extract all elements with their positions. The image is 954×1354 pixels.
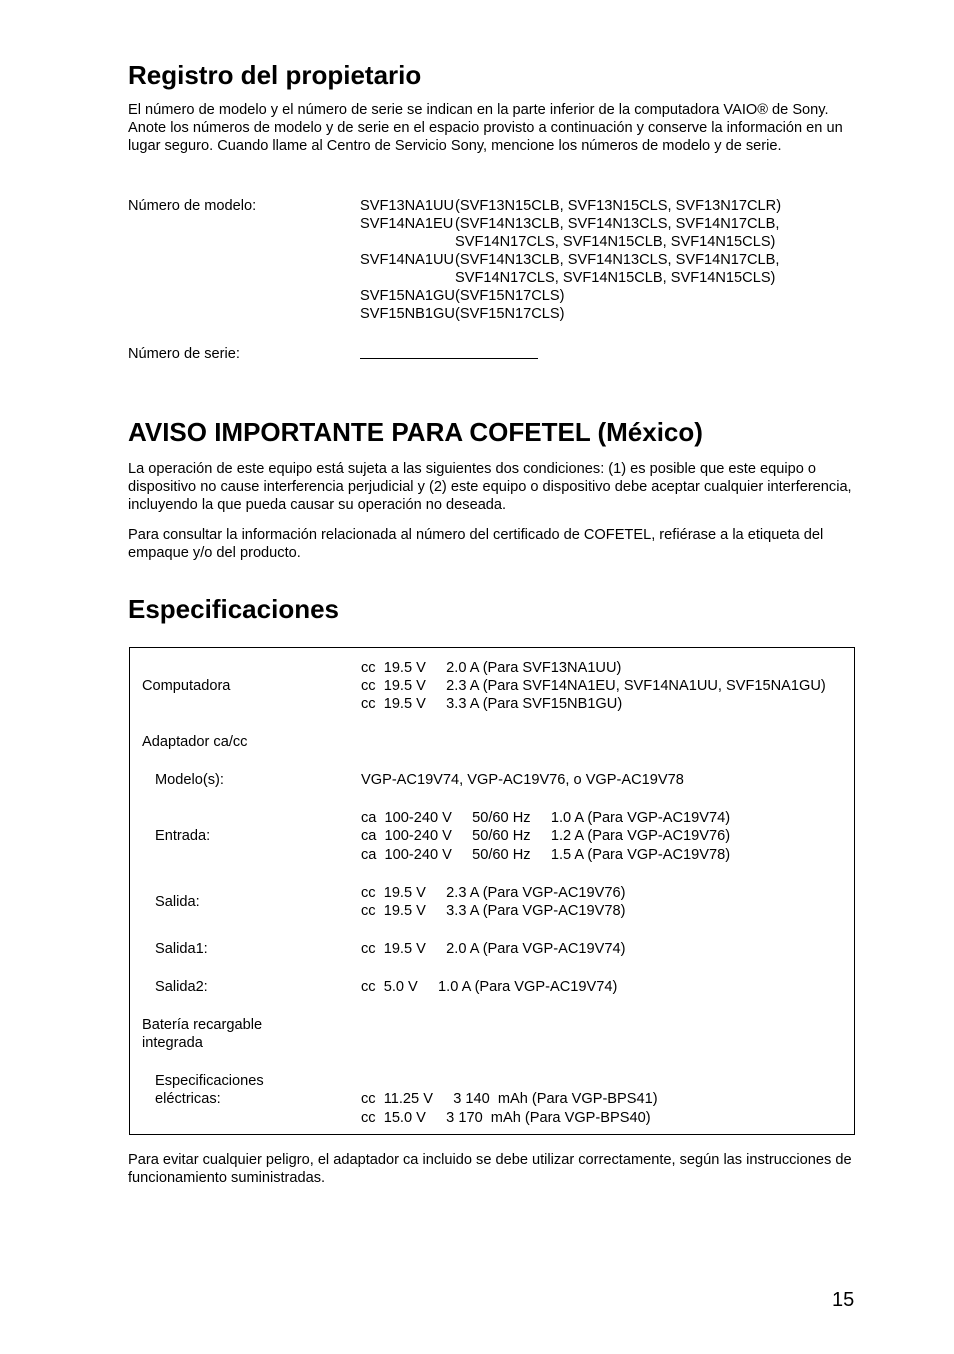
battery-label: integrada: [142, 1035, 203, 1051]
computer-label: Computadora: [142, 678, 231, 694]
computer-value: cc 19.5 V 2.3 A (Para SVF14NA1EU, SVF14NA1UU, SVF15NA1GU): [361, 678, 826, 694]
input-label: Entrada:: [155, 828, 211, 844]
input-value: ca 100-240 V 50/60 Hz 1.2 A (Para VGP-AC19V76): [361, 828, 731, 844]
cofetel-paragraph-1: La operación de este equipo está sujeta a las siguientes dos condiciones: (1) es posible que este equipo o dispositivo no cause interferencia perjudicial y (2) este equipo o dispositivo debe aceptar cualquier interferencia, incluyendo la que pueda causar su operación no deseada.: [128, 461, 852, 514]
model-detail: (SVF13N15CLB, SVF13N15CLS, SVF13N17CLR): [455, 198, 782, 214]
model-detail: (SVF15N17CLS): [455, 306, 565, 322]
model-detail: SVF14N17CLS, SVF14N15CLB, SVF14N15CLS): [455, 270, 776, 286]
model-code: SVF14NA1EU: [360, 216, 454, 232]
model-code: SVF15NB1GU: [360, 306, 455, 322]
model-code: SVF14NA1UU: [360, 252, 455, 268]
output2-value: cc 5.0 V 1.0 A (Para VGP-AC19V74): [361, 979, 618, 995]
specs-heading: Especificaciones: [128, 594, 339, 624]
page-number: 15: [832, 1289, 855, 1311]
computer-value: cc 19.5 V 2.0 A (Para SVF13NA1UU): [361, 660, 622, 676]
model-detail: SVF14N17CLS, SVF14N15CLB, SVF14N15CLS): [455, 234, 776, 250]
model-code: SVF13NA1UU: [360, 198, 455, 214]
cofetel-paragraph-2: Para consultar la información relacionada al número del certificado de COFETEL, refiérase a la etiqueta del empaque y/o del producto.: [128, 527, 824, 562]
models-label: Modelo(s):: [155, 772, 224, 788]
footer-note: Para evitar cualquier peligro, el adaptador ca incluido se debe utilizar correctamente, según las instrucciones de funcionamiento suministradas.: [128, 1152, 852, 1187]
adapter-label: Adaptador ca/cc: [142, 734, 248, 750]
output-value: cc 19.5 V 2.3 A (Para VGP-AC19V76): [361, 885, 626, 901]
electrical-label: eléctricas:: [155, 1091, 221, 1107]
model-detail: (SVF14N13CLB, SVF14N13CLS, SVF14N17CLB,: [455, 252, 780, 268]
output-value: cc 19.5 V 3.3 A (Para VGP-AC19V78): [361, 903, 626, 919]
serial-number-label: Número de serie:: [128, 346, 240, 362]
electrical-value: cc 15.0 V 3 170 mAh (Para VGP-BPS40): [361, 1110, 651, 1126]
battery-label: Batería recargable: [142, 1017, 263, 1033]
output1-value: cc 19.5 V 2.0 A (Para VGP-AC19V74): [361, 941, 626, 957]
input-value: ca 100-240 V 50/60 Hz 1.0 A (Para VGP-AC19V74): [361, 810, 731, 826]
models-value: VGP-AC19V74, VGP-AC19V76, o VGP-AC19V78: [361, 772, 684, 788]
cofetel-heading: AVISO IMPORTANTE PARA COFETEL (México): [128, 417, 703, 447]
owner-record-intro: El número de modelo y el número de serie se indican en la parte inferior de la computadora VAIO® de Sony. Anote los números de modelo y de serie en el espacio provisto a continuación y conserve la información en un lugar seguro. Cuando llame al Centro de Servicio Sony, mencione los números de modelo y de serie.: [128, 102, 843, 155]
computer-value: cc 19.5 V 3.3 A (Para SVF15NB1GU): [361, 696, 623, 712]
model-number-label: Número de modelo:: [128, 198, 257, 214]
output-label: Salida:: [155, 894, 200, 910]
model-detail: (SVF14N13CLB, SVF14N13CLS, SVF14N17CLB,: [455, 216, 780, 232]
electrical-value: cc 11.25 V 3 140 mAh (Para VGP-BPS41): [361, 1091, 658, 1107]
electrical-label: Especificaciones: [155, 1073, 264, 1089]
input-value: ca 100-240 V 50/60 Hz 1.5 A (Para VGP-AC19V78): [361, 847, 731, 863]
output2-label: Salida2:: [155, 979, 208, 995]
model-detail: (SVF15N17CLS): [455, 288, 565, 304]
output1-label: Salida1:: [155, 941, 208, 957]
model-code: SVF15NA1GU: [360, 288, 455, 304]
owner-record-heading: Registro del propietario: [128, 60, 422, 90]
serial-number-blank: [360, 358, 538, 359]
